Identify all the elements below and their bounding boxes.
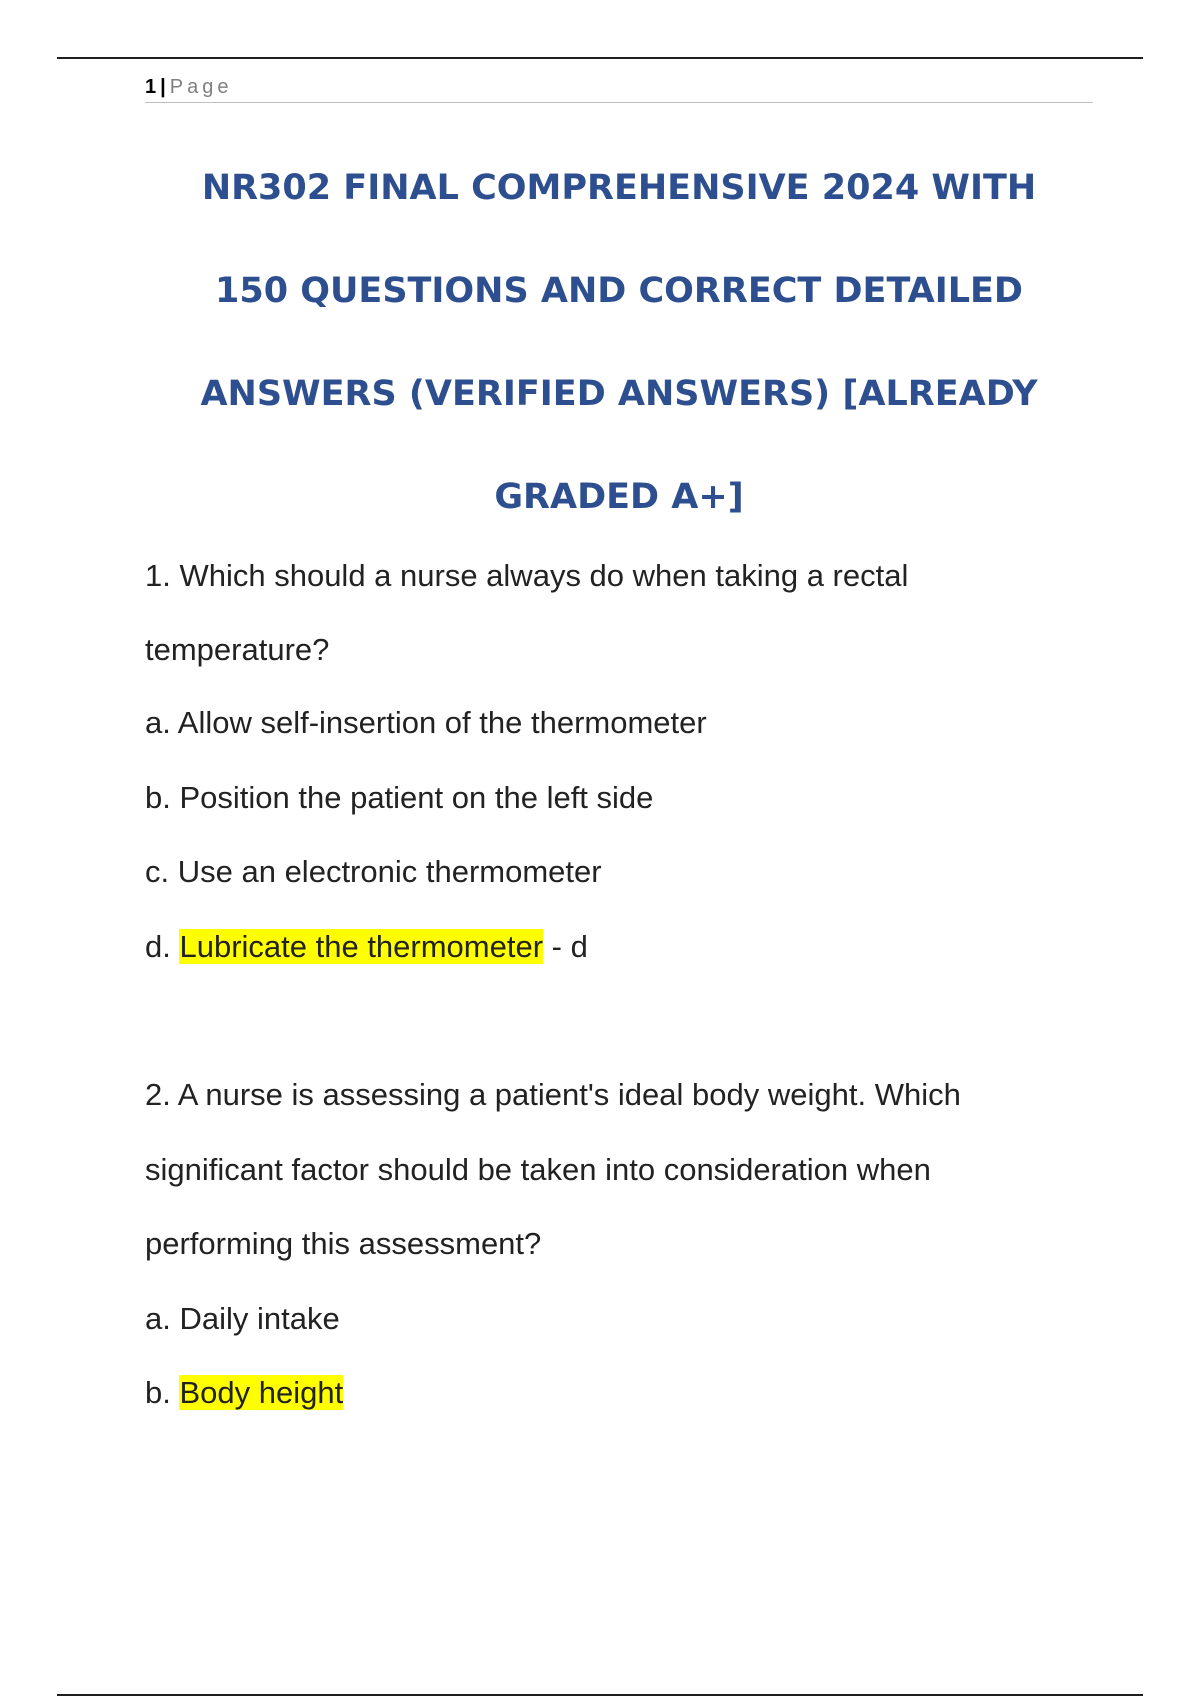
option-text: Allow self-insertion of the thermometer: [177, 705, 707, 740]
title-line: ANSWERS (VERIFIED ANSWERS) [ALREADY: [200, 374, 1038, 414]
page-separator: |: [160, 76, 166, 98]
option-prefix: b.: [145, 780, 180, 815]
question-2-option-a: [145, 1299, 340, 1339]
question-1-option-d: [145, 927, 588, 967]
option-prefix: d.: [145, 929, 180, 964]
option-text: Use an electronic thermometer: [177, 854, 602, 889]
answer-key: - d: [543, 929, 588, 964]
document-title: [145, 137, 1093, 549]
top-rule: [57, 57, 1143, 59]
option-prefix: b.: [145, 1375, 180, 1410]
page-number: 1: [145, 76, 157, 98]
option-text: Daily intake: [179, 1301, 340, 1336]
question-1-stem-line: temperature?: [145, 632, 330, 667]
title-line: GRADED A+]: [494, 477, 744, 517]
question-2-stem-line: significant factor should be taken into consideration when: [145, 1152, 931, 1187]
question-1-stem-line: 1. Which should a nurse always do when taking a rectal: [145, 558, 909, 593]
option-prefix: a.: [145, 705, 178, 740]
title-line: NR302 FINAL COMPREHENSIVE 2024 WITH: [201, 168, 1037, 208]
question-1-option-c: [145, 852, 602, 892]
question-1-option-a: [145, 703, 707, 743]
bottom-rule: [57, 1694, 1143, 1696]
option-prefix: a.: [145, 1301, 180, 1336]
option-prefix: c.: [145, 854, 178, 889]
highlighted-answer: Body height: [179, 1375, 344, 1410]
question-1-option-b: [145, 778, 653, 818]
question-2-option-b: [145, 1373, 343, 1413]
page-label: Page: [169, 76, 233, 98]
option-text: Position the patient on the left side: [179, 780, 654, 815]
highlighted-answer: Lubricate the thermometer: [179, 929, 544, 964]
title-line: 150 QUESTIONS AND CORRECT DETAILED: [215, 271, 1023, 311]
question-2-stem-line: 2. A nurse is assessing a patient's ideal body weight. Which: [145, 1077, 961, 1112]
question-2-stem-line: performing this assessment?: [145, 1226, 542, 1261]
page-header: [145, 72, 1093, 103]
